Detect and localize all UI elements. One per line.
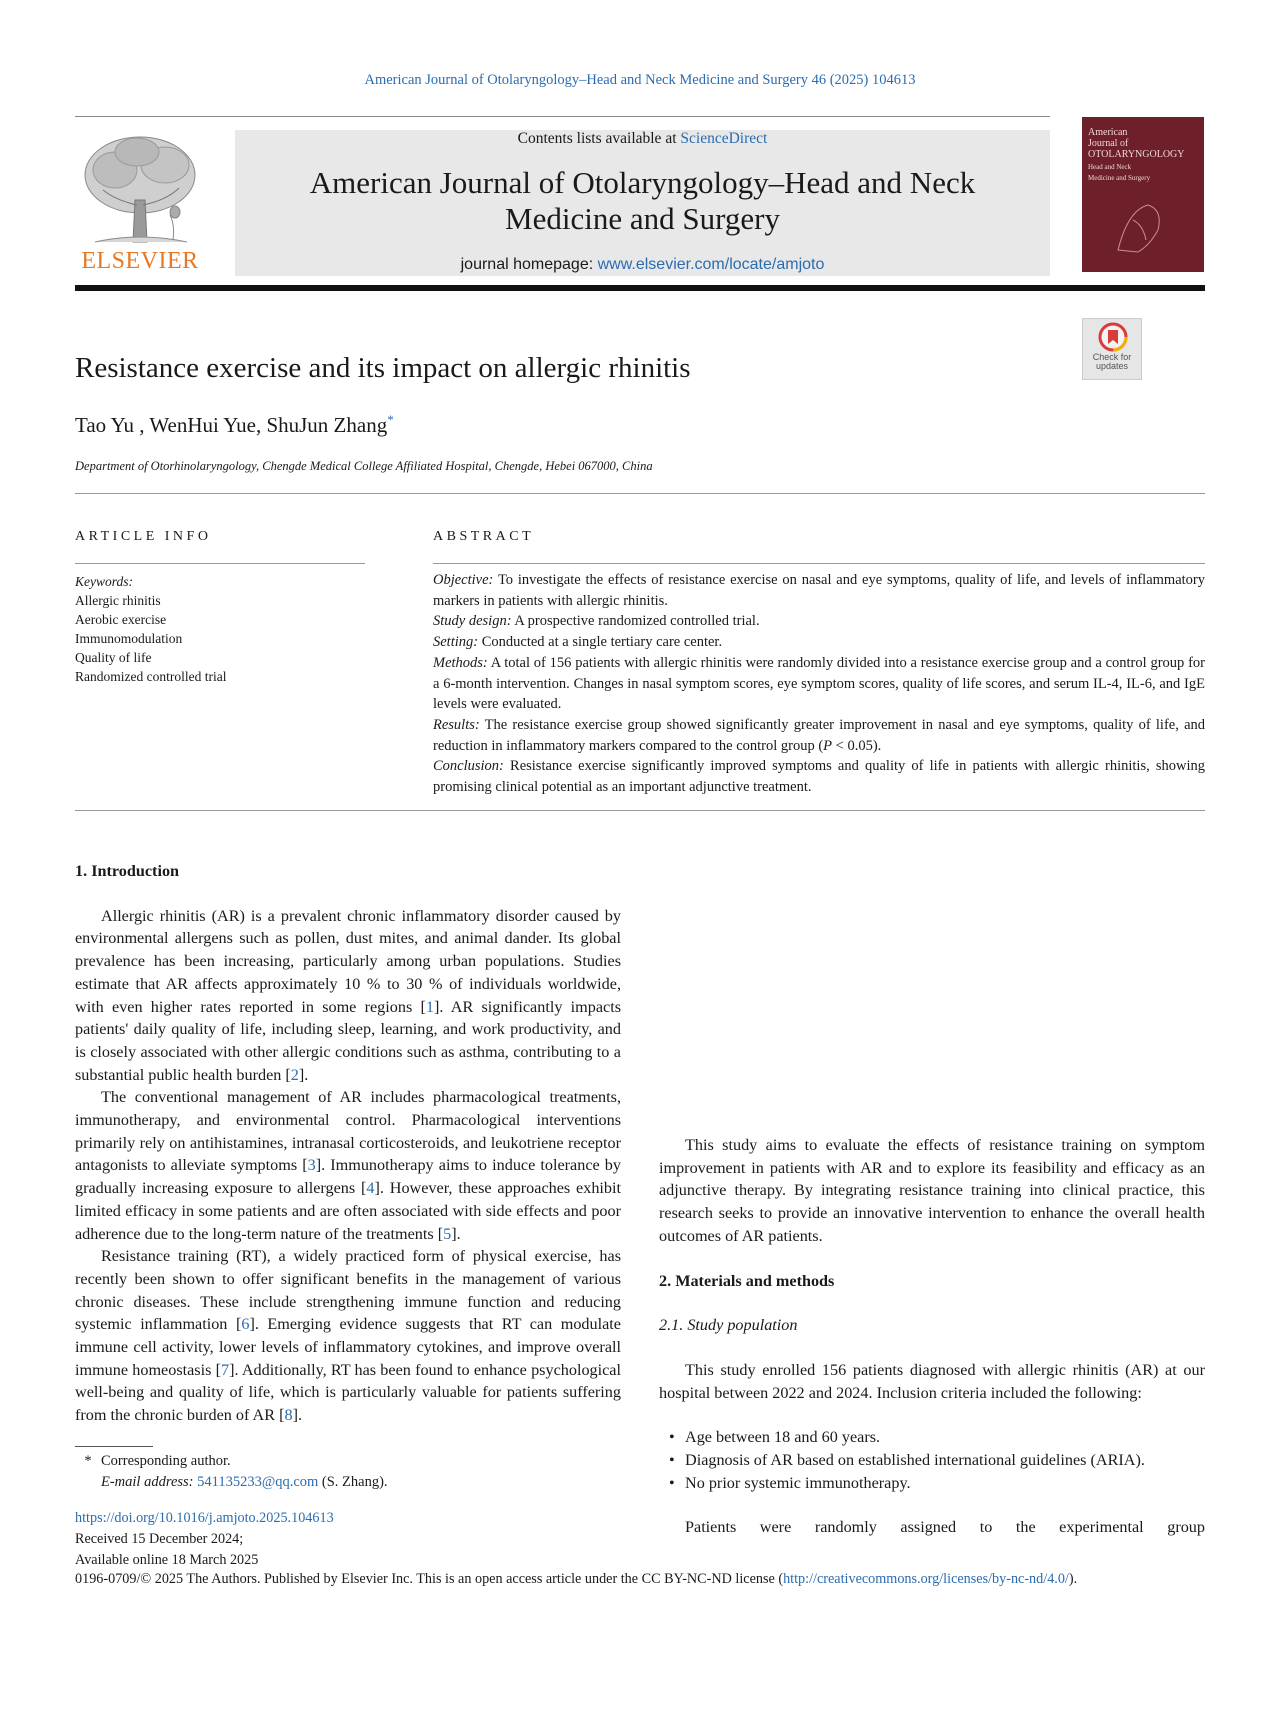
abstract-methods: Methods: A total of 156 patients with allergic rhinitis were randomly divided into a resistance exercise group and a control group for a 6-month intervention. Changes in nasal symptom scores, eye symptom scores, quality of life scores, and serum IL-4, IL-6, and IgE levels were evaluated.	[433, 654, 1205, 713]
email-footnote: E-mail address: 541135233@qq.com (S. Zhang).	[101, 1474, 388, 1490]
corresponding-author-mark[interactable]: *	[387, 412, 394, 427]
abstract-objective: Objective: To investigate the effects of resistance exercise on nasal and eye symptoms, quality of life, and levels of inflammatory markers in patients with allergic rhinitis.	[433, 572, 1205, 609]
available-date: Available online 18 March 2025	[75, 1552, 259, 1568]
left-column	[75, 860, 621, 1427]
license-statement: 0196-0709/© 2025 The Authors. Published by Elsevier Inc. This is an open access article under the CC BY-NC-ND license (http://creativecommons.org/licenses/by-nc-nd/4.0/).	[75, 1571, 1078, 1587]
reference-link[interactable]: 5	[443, 1224, 452, 1243]
elsevier-wordmark: ELSEVIER	[81, 248, 199, 274]
list-item: • Diagnosis of AR based on established international guidelines (ARIA).	[659, 1449, 1205, 1472]
journal-title: American Journal of Otolaryngology–Head and Neck Medicine and Surgery	[309, 165, 976, 236]
journal-homepage-link[interactable]: www.elsevier.com/locate/amjoto	[597, 256, 825, 273]
sciencedirect-link[interactable]: ScienceDirect	[680, 130, 768, 147]
email-link[interactable]: 541135233@qq.com	[197, 1474, 319, 1490]
reference-link[interactable]: 6	[241, 1315, 250, 1334]
list-item: • Age between 18 and 60 years.	[659, 1426, 1205, 1449]
title-rule	[75, 493, 1205, 494]
license-link[interactable]: http://creativecommons.org/licenses/by-nc-nd/4.0/	[783, 1571, 1069, 1587]
homepage-line: journal homepage: www.elsevier.com/locate/amjoto	[460, 256, 825, 273]
abstract-conclusion: Conclusion: Resistance exercise significantly improved symptoms and quality of life in patients with allergic rhinitis, showing promising clinical potential as an important adjunctive treatment.	[433, 758, 1205, 796]
keyword-item: Randomized controlled trial	[75, 669, 227, 684]
section-heading-introduction: 1. Introduction	[75, 862, 180, 880]
section-heading-methods: 2. Materials and methods	[659, 1271, 835, 1290]
author-list: Tao Yu , WenHui Yue, ShuJun Zhang*	[75, 412, 394, 437]
keyword-item: Aerobic exercise	[75, 612, 167, 627]
keyword-item: Allergic rhinitis	[75, 593, 161, 608]
masthead-bottom-rule	[75, 285, 1205, 291]
contents-line: Contents lists available at ScienceDirect	[517, 130, 768, 147]
check-for-updates-badge[interactable]: Check for updates	[1082, 318, 1142, 380]
footnote-rule	[75, 1446, 153, 1447]
keyword-item: Quality of life	[75, 650, 152, 665]
article-info-heading: ARTICLE INFO	[75, 529, 212, 544]
abstract-bottom-rule	[75, 810, 1205, 811]
received-date: Received 15 December 2024;	[75, 1531, 244, 1547]
affiliation: Department of Otorhinolaryngology, Chengde Medical College Affiliated Hospital, Chengde, Hebei 067000, China	[75, 459, 653, 473]
reference-link[interactable]: 3	[307, 1156, 316, 1175]
reference-link[interactable]: 8	[284, 1406, 293, 1425]
crossmark-icon	[1098, 322, 1128, 352]
journal-citation[interactable]: American Journal of Otolaryngology–Head and Neck Medicine and Surgery 46 (2025) 104613	[364, 72, 916, 88]
abstract-setting: Setting: Conducted at a single tertiary care center.	[433, 634, 723, 651]
reference-link[interactable]: 4	[366, 1179, 375, 1198]
header-rule	[75, 116, 1050, 117]
intro-paragraph: The conventional management of AR includes pharmacological treatments, immunotherapy, and environmental control. Pharmacological interventions primarily rely on antihistamines, intranasal corticosteroids, and leukotriene receptor antagonists to alleviate symptoms [3]. Immunotherapy aims to induce tolerance by gradually increasing exposure to allergens [4]. However, these approaches exhibit limited efficacy in some patients and are often associated with side effects and poor adherence due to the long-term nature of the treatments [5].	[75, 1088, 622, 1243]
journal-cover-thumbnail: American Journal of OTOLARYNGOLOGY Head and Neck Medicine and Surgery	[1082, 117, 1204, 272]
abstract-design: Study design: A prospective randomized controlled trial.	[433, 613, 760, 630]
reference-link[interactable]: 7	[221, 1360, 230, 1379]
corresponding-author-footnote: * Corresponding author.	[84, 1453, 231, 1469]
methods-paragraph: Patients were randomly assigned to the experimental group	[685, 1518, 1205, 1537]
subsection-heading-study-population: 2.1. Study population	[659, 1316, 798, 1335]
article-info-rule	[75, 563, 365, 564]
doi-link[interactable]: https://doi.org/10.1016/j.amjoto.2025.104613	[75, 1510, 334, 1526]
list-item: • No prior systemic immunotherapy.	[659, 1472, 1205, 1495]
cover-illustration	[1088, 190, 1188, 260]
intro-paragraph: Resistance training (RT), a widely practiced form of physical exercise, has recently been shown to offer significant benefits in the management of various chronic diseases. These include strengthening immune function and reducing systemic inflammation [6]. Emerging evidence suggests that RT can modulate immune cell activity, lower levels of inflammatory cytokines, and improve overall immune homeostasis [7]. Additionally, RT has been found to enhance psychological well-being and quality of life, which is particularly valuable for patients suffering from the chronic burden of AR [8].	[75, 1247, 621, 1425]
article-title: Resistance exercise and its impact on allergic rhinitis	[75, 352, 691, 384]
methods-paragraph: This study enrolled 156 patients diagnosed with allergic rhinitis (AR) at our hospital between 2022 and 2024. Inclusion criteria included the following:	[659, 1360, 1205, 1402]
abstract-rule	[433, 563, 1205, 564]
intro-paragraph: Allergic rhinitis (AR) is a prevalent chronic inflammatory disorder caused by environmental allergens such as pollen, dust mites, and animal dander. Its global prevalence has been increasing, particularly among urban populations. Studies estimate that AR affects approximately 10 % to 30 % of individuals worldwide, with even higher rates reported in some regions [1]. AR significantly impacts patients' daily quality of life, including sleep, learning, and work productivity, and is closely associated with other allergic conditions such as asthma, contributing to a substantial public health burden [2].	[75, 906, 621, 1084]
reference-link[interactable]: 2	[290, 1065, 299, 1084]
keywords-list: Keywords: Allergic rhinitis Aerobic exercise Immunomodulation Quality of life Randomized controlled trial	[75, 574, 227, 684]
intro-paragraph: This study aims to evaluate the effects of resistance training on symptom improvement in patients with AR and to explore its feasibility and efficacy as an adjunctive therapy. By integrating resistance training into clinical practice, this research seeks to provide an innovative intervention to enhance the overall health outcomes of AR patients.	[659, 1136, 1205, 1245]
abstract-body	[433, 570, 1205, 798]
abstract-results: Results: The resistance exercise group showed significantly greater improvement in nasal and eye symptoms, quality of life, and reduction in inflammatory markers compared to the control group (P < 0.05).	[433, 716, 1205, 754]
journal-masthead	[235, 130, 1050, 276]
reference-link[interactable]: 1	[425, 997, 434, 1016]
right-column	[659, 1134, 1205, 1539]
abstract-heading: ABSTRACT	[433, 529, 535, 544]
inclusion-criteria-list	[659, 1426, 1205, 1494]
keyword-item: Immunomodulation	[75, 631, 183, 646]
